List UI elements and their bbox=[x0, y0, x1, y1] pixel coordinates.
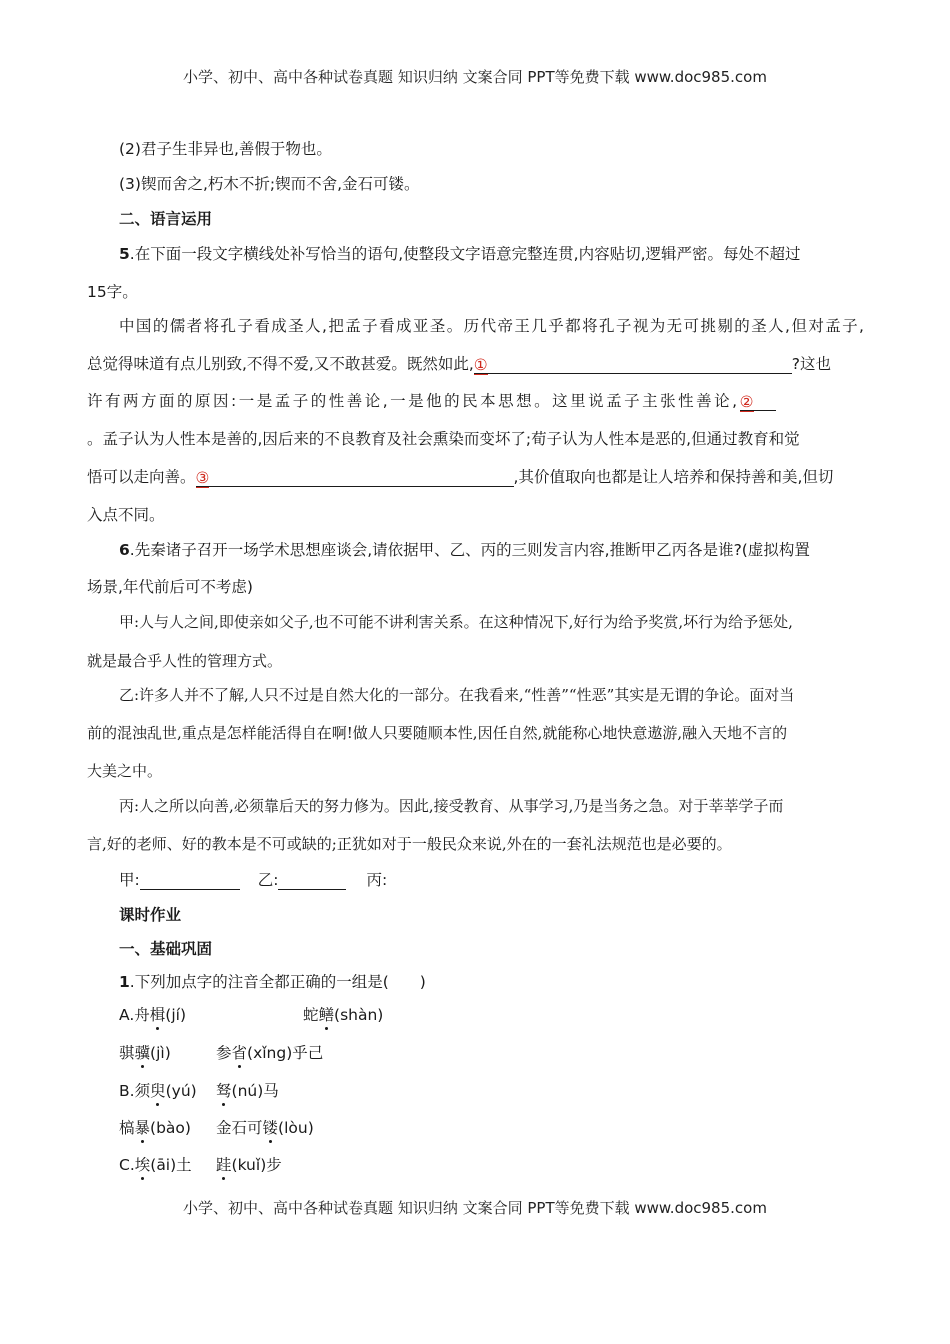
q5-para-line-6: 入点不同。 bbox=[87, 506, 165, 524]
q5-para-line-5 bbox=[87, 465, 864, 487]
option-a-label: A. bbox=[119, 1006, 135, 1024]
section-basic: 一、基础巩固 bbox=[119, 940, 213, 958]
q5-para-5a: 悟可以走向善。 bbox=[87, 468, 196, 486]
option-b-label: B. bbox=[119, 1082, 135, 1100]
q5-para-line-4: 。孟子认为人性本是善的,因后来的不良教育及社会熏染而变坏了;荀子认为人性本是恶的,但通过教育和觉 bbox=[87, 430, 800, 448]
dotted-char: 省 bbox=[231, 1044, 248, 1062]
q6-text-1: .先秦诸子召开一场学术思想座谈会,请依据甲、乙、丙的三则发言内容,推断甲乙丙各是谁?(虚拟构置 bbox=[129, 541, 810, 559]
q6-number: 6 bbox=[119, 541, 130, 559]
option-c-label: C. bbox=[119, 1156, 135, 1174]
answer-yi-blank[interactable] bbox=[278, 872, 346, 890]
dotted-char: 臾 bbox=[150, 1082, 166, 1100]
option-a-row-1: A.舟楫(jí) bbox=[119, 1006, 187, 1024]
section-language: 二、语言运用 bbox=[119, 210, 213, 228]
q5-prompt bbox=[119, 242, 864, 264]
speech-yi-1: 乙:许多人并不了解,人只不过是自然大化的一部分。在我看来,“性善”“性恶”其实是无谓的争论。面对当 bbox=[119, 686, 795, 704]
q1-prompt bbox=[119, 970, 864, 992]
option-a-item-3: 骐骥(jì) bbox=[119, 1044, 171, 1062]
q5-para-line-1: 中国的儒者将孔子看成圣人,把孟子看成亚圣。历代帝王几乎都将孔子视为无可挑剔的圣人,但对孟子, bbox=[119, 317, 864, 335]
dotted-char: 骥 bbox=[134, 1044, 151, 1062]
speech-jia-2: 就是最合乎人性的管理方式。 bbox=[87, 652, 283, 670]
blank-2-marker: ② bbox=[739, 393, 754, 411]
page-footer: 小学、初中、高中各种试卷真题 知识归纳 文案合同 PPT等免费下载 www.doc985.com bbox=[183, 1199, 767, 1217]
q1-text: .下列加点字的注音全都正确的一组是( ) bbox=[129, 973, 426, 991]
page-header: 小学、初中、高中各种试卷真题 知识归纳 文案合同 PPT等免费下载 www.doc985.com bbox=[183, 68, 767, 86]
answer-jia-blank[interactable] bbox=[140, 872, 240, 890]
answer-jia-label: 甲: bbox=[119, 871, 140, 889]
q5-para-line-2 bbox=[87, 352, 864, 374]
dotted-char: 楫 bbox=[149, 1006, 166, 1024]
q5-para-2a: 总觉得味道有点儿别致,不得不爱,又不敢甚爱。既然如此, bbox=[87, 355, 474, 373]
dotted-char: 驽 bbox=[216, 1082, 232, 1100]
blank-1-marker: ① bbox=[473, 356, 488, 374]
option-b-item-4: 金石可镂(lòu) bbox=[216, 1119, 314, 1137]
q6-prompt bbox=[119, 538, 864, 560]
item-2: (2)君子生非异也,善假于物也。 bbox=[119, 140, 332, 158]
dotted-char: 鳝 bbox=[318, 1006, 335, 1024]
blank-3[interactable] bbox=[196, 469, 514, 487]
blank-1[interactable] bbox=[474, 356, 792, 374]
answer-yi-label: 乙: bbox=[257, 871, 279, 889]
speech-yi-2: 前的混浊乱世,重点是怎样能活得自在啊!做人只要随顺本性,因任自然,就能称心地快意遨游,融入天地不言的 bbox=[87, 724, 788, 742]
dotted-char: 镂 bbox=[262, 1119, 279, 1137]
dotted-char: 跬 bbox=[216, 1156, 232, 1174]
q1-number: 1 bbox=[119, 973, 130, 991]
item-3: (3)锲而舍之,朽木不折;锲而不舍,金石可镂。 bbox=[119, 175, 420, 193]
q6-answer-row bbox=[119, 868, 864, 890]
q5-para-line-3 bbox=[87, 389, 864, 411]
option-a-item-2: 蛇鳝(shàn) bbox=[303, 1006, 384, 1024]
q5-number: 5 bbox=[119, 245, 130, 263]
option-a-item-4: 参省(xǐng)乎己 bbox=[216, 1044, 324, 1062]
option-b-item-2: 驽(nú)马 bbox=[216, 1082, 279, 1100]
speech-jia-1: 甲:人与人之间,即使亲如父子,也不可能不讲利害关系。在这种情况下,好行为给予奖赏,坏行为给予惩处, bbox=[119, 613, 793, 631]
option-c-row-1: C.埃(āi)土 bbox=[119, 1156, 192, 1174]
blank-2[interactable] bbox=[740, 393, 776, 411]
option-b-row-1: B.须臾(yú) bbox=[119, 1082, 197, 1100]
homework-title: 课时作业 bbox=[119, 906, 182, 924]
speech-yi-3: 大美之中。 bbox=[87, 762, 163, 780]
speech-bing-2: 言,好的老师、好的教本是不可或缺的;正犹如对于一般民众来说,外在的一套礼法规范也是必要的。 bbox=[87, 835, 732, 853]
option-b-item-3: 槁暴(bào) bbox=[119, 1119, 191, 1137]
q5-para-3a: 许有两方面的原因:一是孟子的性善论,一是他的民本思想。这里说孟子主张性善论, bbox=[87, 392, 740, 410]
q5-text-2: 15字。 bbox=[87, 283, 138, 301]
q6-text-2: 场景,年代前后可不考虑) bbox=[87, 578, 253, 596]
q5-para-2b: ?这也 bbox=[791, 355, 832, 373]
speech-bing-1: 丙:人之所以向善,必须靠后天的努力修为。因此,接受教育、从事学习,乃是当务之急。对于莘莘学子而 bbox=[119, 797, 784, 815]
dotted-char: 埃 bbox=[134, 1156, 151, 1174]
q5-text-1: .在下面一段文字横线处补写恰当的语句,使整段文字语意完整连贯,内容贴切,逻辑严密。每处不超过 bbox=[129, 245, 801, 263]
blank-3-marker: ③ bbox=[195, 469, 210, 487]
option-c-item-2: 跬(kuǐ)步 bbox=[216, 1156, 282, 1174]
q5-para-5b: ,其价值取向也都是让人培养和保持善和美,但切 bbox=[513, 468, 834, 486]
answer-bing-label: 丙: bbox=[366, 871, 388, 889]
dotted-char: 暴 bbox=[134, 1119, 151, 1137]
